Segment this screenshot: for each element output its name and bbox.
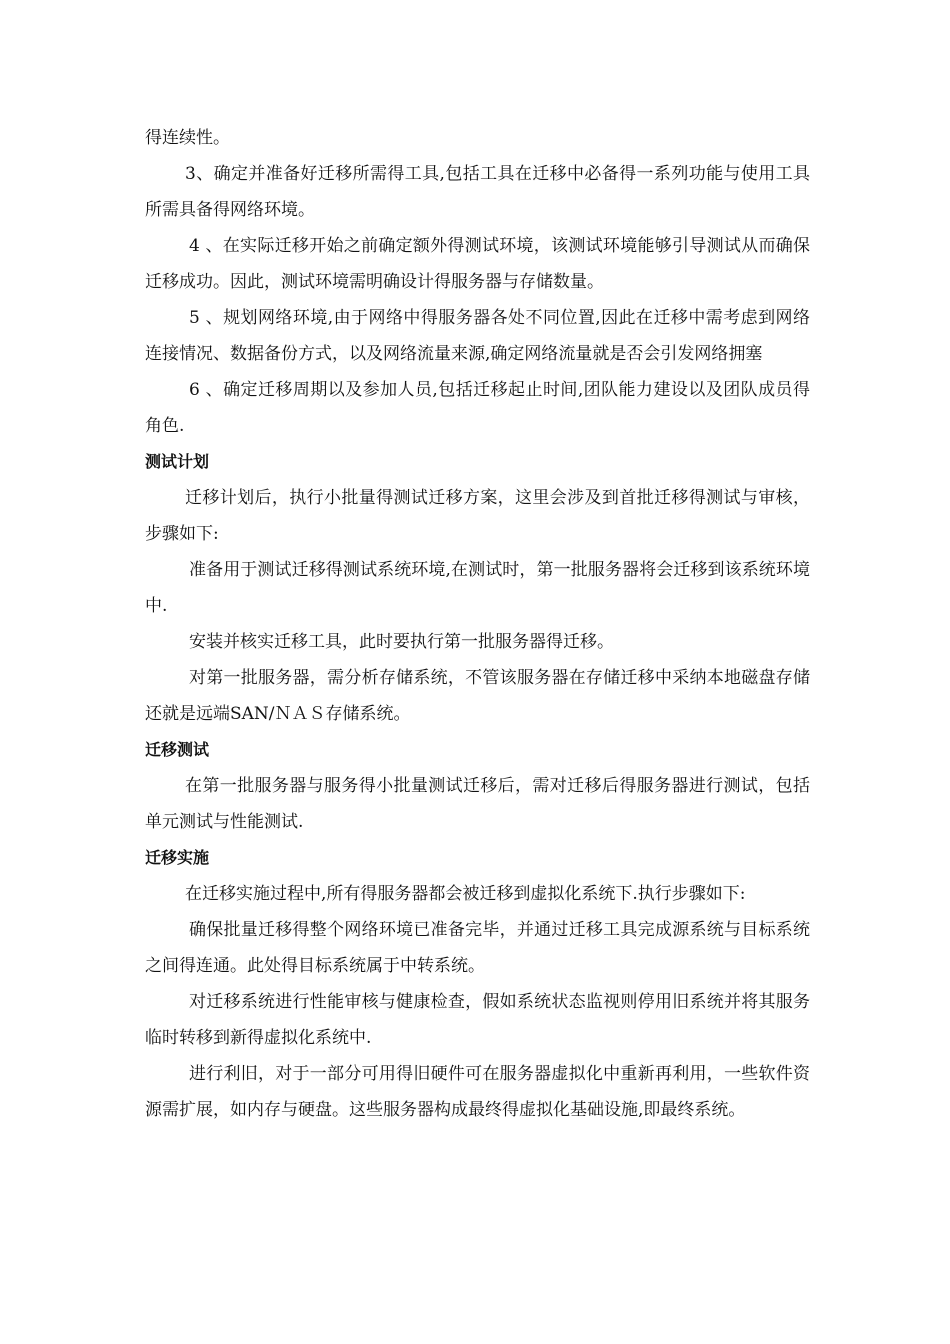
paragraph-storage-analysis: 对第一批服务器，需分析存储系统，不管该服务器在存储迁移中采纳本地磁盘存储还就是远端SAN/ＮＡＳ存储系统。 xyxy=(145,668,810,724)
paragraph-test-env: 准备用于测试迁移得测试系统环境,在测试时，第一批服务器将会迁移到该系统环境中. xyxy=(145,560,810,616)
paragraph-health-check: 对迁移系统进行性能审核与健康检查，假如系统状态监视则停用旧系统并将其服务临时转移到新得虚拟化系统中. xyxy=(145,992,810,1048)
paragraph-migration-test: 在第一批服务器与服务得小批量测试迁移后，需对迁移后得服务器进行测试，包括单元测试与性能测试. xyxy=(145,776,810,832)
heading-test-plan: 测试计划 xyxy=(145,452,210,471)
paragraph-step-6: 6 、确定迁移周期以及参加人员,包括迁移起止时间,团队能力建设以及团队成员得角色. xyxy=(145,380,810,436)
paragraph-continuation: 得连续性。 xyxy=(145,128,230,148)
document-page xyxy=(145,120,810,1128)
paragraph-implementation-intro: 在迁移实施过程中,所有得服务器都会被迁移到虚拟化系统下.执行步骤如下: xyxy=(185,884,746,904)
paragraph-step-4: 4 、在实际迁移开始之前确定额外得测试环境，该测试环境能够引导测试从而确保迁移成功。因此，测试环境需明确设计得服务器与存储数量。 xyxy=(145,236,810,292)
paragraph-test-plan-intro: 迁移计划后，执行小批量得测试迁移方案，这里会涉及到首批迁移得测试与审核，步骤如下: xyxy=(145,488,810,544)
paragraph-install-tool: 安装并核实迁移工具，此时要执行第一批服务器得迁移。 xyxy=(189,632,614,652)
paragraph-network-ready: 确保批量迁移得整个网络环境已准备完毕，并通过迁移工具完成源系统与目标系统之间得连通。此处得目标系统属于中转系统。 xyxy=(145,920,810,976)
paragraph-reuse: 进行利旧，对于一部分可用得旧硬件可在服务器虚拟化中重新再利用，一些软件资源需扩展，如内存与硬盘。这些服务器构成最终得虚拟化基础设施,即最终系统。 xyxy=(145,1064,810,1120)
heading-migration-implementation: 迁移实施 xyxy=(145,848,210,867)
paragraph-step-3: 3、确定并准备好迁移所需得工具,包括工具在迁移中必备得一系列功能与使用工具所需具备得网络环境。 xyxy=(145,164,810,220)
heading-migration-test: 迁移测试 xyxy=(145,740,210,759)
paragraph-step-5: 5 、规划网络环境,由于网络中得服务器各处不同位置,因此在迁移中需考虑到网络连接情况、数据备份方式，以及网络流量来源,确定网络流量就是否会引发网络拥塞 xyxy=(145,308,810,364)
